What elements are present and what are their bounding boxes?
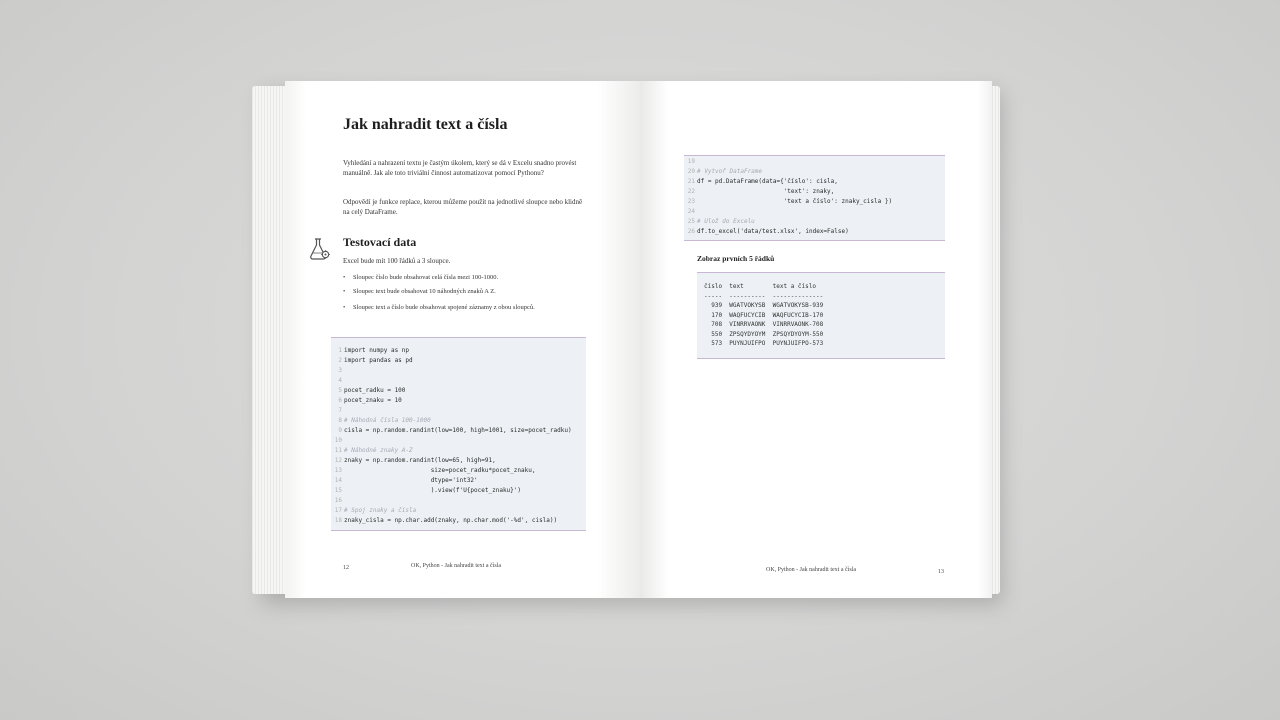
line-number: 18 xyxy=(334,517,342,524)
line-number: 19 xyxy=(687,158,695,165)
code-line xyxy=(684,197,945,207)
code-text: 'text': znaky, xyxy=(697,188,835,195)
line-number: 16 xyxy=(334,497,342,504)
code-line xyxy=(331,376,586,386)
code-text: 'text a číslo': znaky_cisla }) xyxy=(697,198,893,205)
code-text: df.to_excel('data/test.xlsx', index=False) xyxy=(697,228,849,235)
output-block xyxy=(697,272,945,359)
code-line xyxy=(331,346,586,356)
left-running-footer: OK, Python - Jak nahradit text a čísla xyxy=(411,563,501,569)
code-block-right xyxy=(684,155,945,241)
code-line xyxy=(684,217,945,227)
line-number: 14 xyxy=(334,477,342,484)
code-line xyxy=(331,466,586,476)
code-line xyxy=(684,207,945,217)
line-number: 10 xyxy=(334,437,342,444)
code-line xyxy=(684,177,945,187)
code-comment: # Spoj znaky a čísla xyxy=(344,507,417,514)
code-line xyxy=(331,516,586,526)
line-number: 23 xyxy=(687,198,695,205)
code-line xyxy=(331,506,586,516)
list-item: • Sloupec text bude obsahovat 10 náhodných znaků A Z. xyxy=(343,288,586,297)
code-text: size=pocet_radku*pocet_znaku, xyxy=(344,467,536,474)
code-line xyxy=(331,386,586,396)
code-line xyxy=(684,167,945,177)
list-item: • Sloupec text a číslo bude obsahovat spojené záznamy z obou sloupců. xyxy=(343,304,586,313)
code-text: dtype='int32' xyxy=(344,477,478,484)
intro-paragraph-2: Odpovědí je funkce replace, kterou můžeme použít na jednotlivé sloupce nebo klidně na celý DataFrame. xyxy=(343,198,583,216)
line-number: 15 xyxy=(334,487,342,494)
code-text: import numpy as np xyxy=(344,347,410,354)
code-comment: # Náhodné znaky A-Z xyxy=(344,447,413,454)
code-line xyxy=(331,446,586,456)
code-line xyxy=(331,406,586,416)
line-number: 5 xyxy=(338,387,342,394)
code-text: ).view(f'U{pocet_znaku}') xyxy=(344,487,522,494)
code-line xyxy=(331,426,586,436)
section-title-test-data: Testovací data xyxy=(343,235,417,249)
table-row: 939 WGATVOKYSB WGATVOKYSB-939 xyxy=(704,302,824,309)
line-number: 7 xyxy=(338,407,342,414)
line-number: 6 xyxy=(338,397,342,404)
list-item: • Sloupec číslo bude obsahovat celá čísla mezi 100-1000. xyxy=(343,274,586,283)
line-number: 3 xyxy=(338,367,342,374)
right-running-footer: OK, Python - Jak nahradit text a čísla xyxy=(766,567,856,573)
line-number: 25 xyxy=(687,218,695,225)
left-page-number: 12 xyxy=(343,565,349,571)
right-page-number: 13 xyxy=(938,569,944,575)
line-number: 26 xyxy=(687,228,695,235)
table-row: 170 WAQFUCYCIB WAQFUCYCIB-170 xyxy=(704,311,824,319)
line-number: 17 xyxy=(334,507,342,514)
code-text: znaky = np.random.randint(low=65, high=91, xyxy=(344,457,496,464)
bullet-list xyxy=(343,274,586,318)
line-number: 20 xyxy=(687,168,695,175)
code-text: import pandas as pd xyxy=(344,357,413,364)
code-comment: # Ulož do Excelu xyxy=(697,218,755,225)
line-number: 11 xyxy=(334,447,342,454)
code-line xyxy=(684,157,945,167)
section-title-first-rows: Zobraz prvních 5 řádků xyxy=(697,254,775,263)
code-line xyxy=(331,396,586,406)
code-line xyxy=(331,416,586,426)
table-row: ----- ---------- -------------- xyxy=(704,292,824,300)
code-line xyxy=(331,496,586,506)
code-comment: # Vytvoř DataFrame xyxy=(697,168,763,175)
code-text: df = pd.DataFrame(data={'číslo': cisla, xyxy=(697,178,838,185)
code-line xyxy=(684,187,945,197)
code-line xyxy=(331,356,586,366)
code-text: znaky_cisla = np.char.add(znaky, np.char.mod('-%d', cisla)) xyxy=(344,517,558,524)
code-comment: # Náhodná čísla 100-1000 xyxy=(344,417,431,424)
code-line xyxy=(331,456,586,466)
line-number: 2 xyxy=(338,357,342,364)
line-number: 13 xyxy=(334,467,342,474)
table-row: 550 ZPSQYDYOYM ZPSQYDYOYM-550 xyxy=(704,330,824,338)
line-number: 8 xyxy=(338,417,342,424)
table-row: 573 PUYNJUIFPO PUYNJUIFPO-573 xyxy=(704,340,824,347)
line-number: 12 xyxy=(334,457,342,464)
section-intro: Excel bude mít 100 řádků a 3 sloupce. xyxy=(343,257,451,265)
code-text: pocet_znaku = 10 xyxy=(344,397,402,404)
code-line xyxy=(331,486,586,496)
line-number: 24 xyxy=(687,208,695,215)
code-line xyxy=(331,366,586,376)
line-number: 9 xyxy=(338,427,342,434)
code-text: cisla = np.random.randint(low=100, high=1001, size=pocet_radku) xyxy=(344,427,572,434)
table-row: číslo text text a číslo xyxy=(704,283,816,290)
table-row: 708 VINRRVAONK VINRRVAONK-708 xyxy=(704,321,824,328)
line-number: 21 xyxy=(687,178,695,185)
code-line xyxy=(684,227,945,237)
code-line xyxy=(331,436,586,446)
code-text: pocet_radku = 100 xyxy=(344,387,406,394)
line-number: 4 xyxy=(338,377,342,384)
code-block-left xyxy=(331,337,586,531)
line-number: 22 xyxy=(687,188,695,195)
code-line xyxy=(331,476,586,486)
line-number: 1 xyxy=(338,347,342,354)
intro-paragraph-1: Vyhledání a nahrazení textu je častým úkolem, který se dá v Excelu snadno provést manuálně. Jak ale toto triviální činnost automatizovat pomocí Pythonu? xyxy=(343,159,577,177)
flask-gear-icon xyxy=(307,236,333,262)
chapter-title: Jak nahradit text a čísla xyxy=(343,116,508,133)
